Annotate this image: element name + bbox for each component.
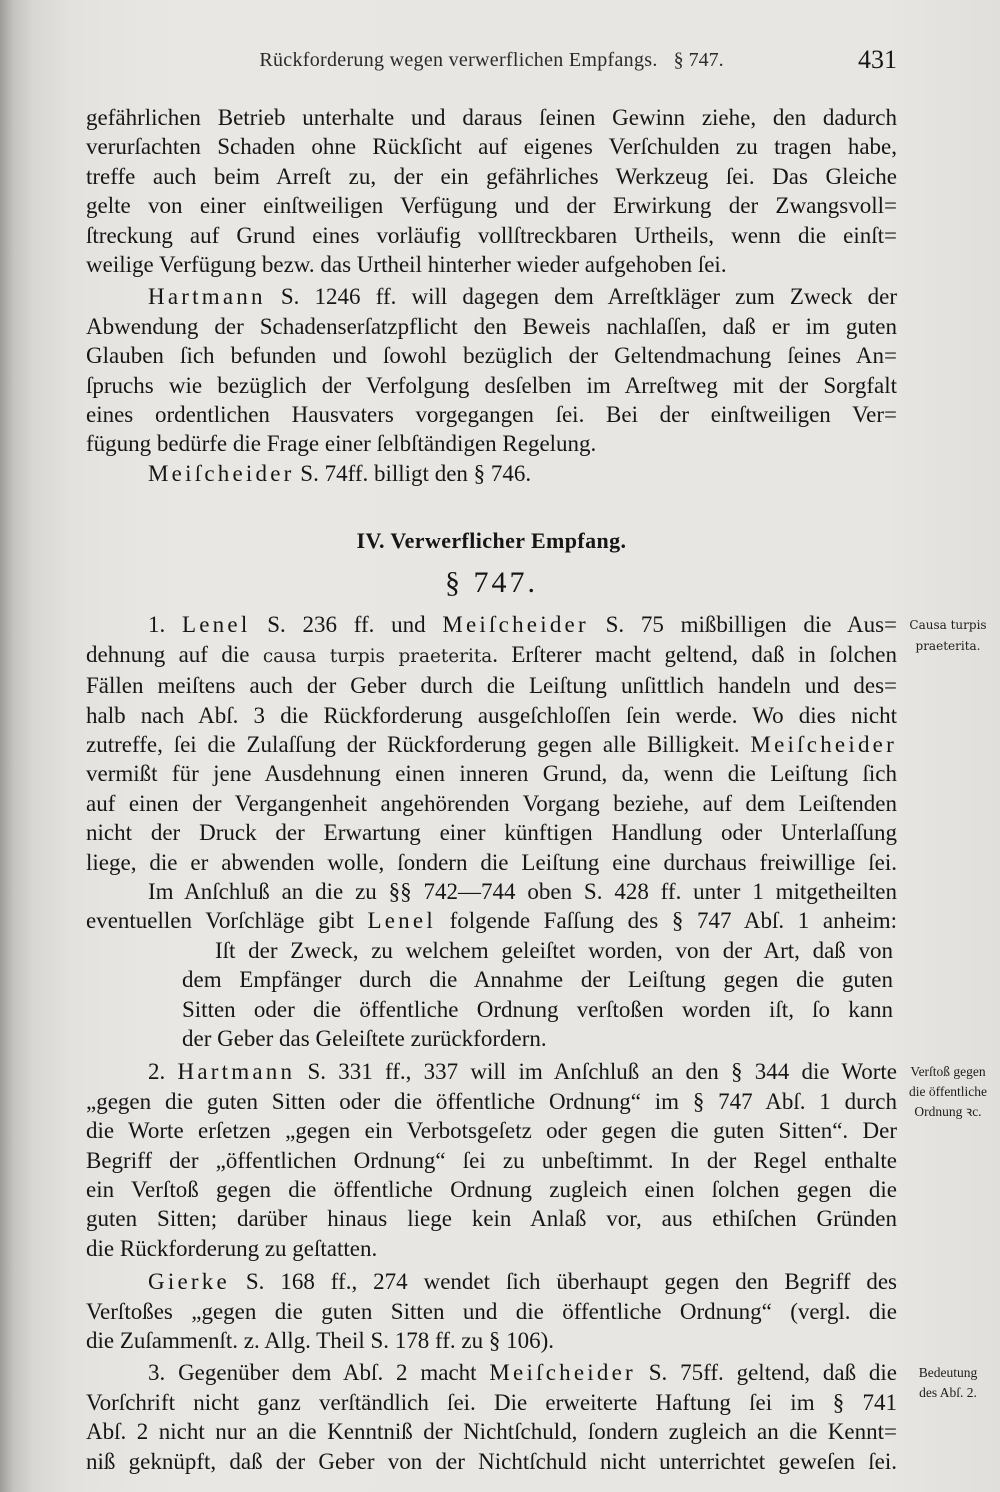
- section-heading: § 747.: [445, 566, 538, 600]
- block-quote: [182, 936, 893, 1054]
- margin-note: [901, 1062, 995, 1122]
- margin-note: [901, 615, 995, 657]
- author-name: Hartmann: [148, 284, 266, 310]
- text-line: die Rückforderung zu geſtatten.: [86, 1235, 378, 1261]
- margin-note-line: Bedeutung: [918, 1365, 978, 1381]
- paragraph-1: [86, 610, 987, 877]
- text-line: der Geber das Geleiſtete zurückfordern.: [182, 1025, 547, 1051]
- text-line: ſtreckung auf Grund eines vorläufig vollſtreckbaren Urtheils, wenn die einſt=: [86, 222, 897, 248]
- text-line: eines ordentlichen Hausvaters vorgegangen ſei. Bei der einſtweiligen Ver=: [86, 402, 897, 428]
- running-head: [86, 46, 897, 74]
- text-line: Abwendung der Schadenserſatzpflicht den Beweis nachlaſſen, daß er im guten: [86, 313, 897, 339]
- line-segment: S. 74ff. billigt den § 746.: [294, 460, 532, 486]
- text-line: die Worte erſetzen „gegen ein Verbotsgeſetz oder gegen die guten Sitten“. Der: [86, 1118, 897, 1144]
- margin-note-line: Causa turpis: [909, 618, 987, 633]
- text-line: Abſ. 2 nicht nur an die Kenntniß der Nichtſchuld, ſondern zugleich an die Kennt=: [86, 1419, 897, 1445]
- paragraph-continued: [86, 103, 897, 279]
- text-line: Verſtoßes „gegen die guten Sitten und die öffentliche Ordnung“ (vergl. die: [86, 1298, 897, 1324]
- margin-note: [901, 1363, 995, 1403]
- text-line: vermißt für jene Ausdehnung einen inneren Grund, da, wenn die Leiſtung ſich: [86, 761, 897, 787]
- margin-note-line: Verſtoß gegen: [910, 1064, 986, 1080]
- paragraph-meischeider: [86, 459, 897, 488]
- line-segment: S. 75ff. geltend, daß die: [635, 1360, 897, 1386]
- text-line: Fällen meiſtens auch der Geber durch die Leiſtung unſittlich handeln und des=: [86, 673, 897, 699]
- text-line: ein Verſtoß gegen die öffentliche Ordnung zugleich einen ſolchen gegen die: [86, 1177, 897, 1202]
- paragraph-lenel-proposal: [86, 877, 897, 936]
- text-line: treffe auch beim Arreſt zu, der ein gefährliches Werkzeug ſei. Das Gleiche: [86, 163, 897, 189]
- author-name: Gierke: [148, 1269, 230, 1295]
- text-line: niß geknüpft, daß der Geber von der Nichtſchuld nicht unterrichtet geweſen ſei.: [86, 1448, 897, 1474]
- division-heading: IV. Verwerflicher Empfang.: [356, 528, 627, 554]
- paragraph-2: [86, 1057, 988, 1263]
- margin-note-line: praeterita.: [915, 639, 981, 654]
- text-line: Vorſchrift nicht ganz verſtändlich ſei. Die erweiterte Haftung ſei im § 741: [86, 1389, 897, 1415]
- text-column: [86, 103, 988, 1476]
- line-segment: S. 331 ff., 337 will im Anſchluß an den § 344 die Worte: [295, 1059, 897, 1085]
- line-segment: 1.: [148, 612, 182, 638]
- author-name: Meiſcheider: [750, 731, 897, 757]
- line-segment: S. 1246 ff. will dagegen dem Arreſtkläger zum Zweck der: [265, 284, 897, 310]
- paragraph-gierke: [86, 1267, 897, 1355]
- text-line: liege, die er abwenden wolle, ſondern die Leiſtung eine durchaus freiwillige ſei.: [86, 849, 897, 875]
- text-line: halb nach Abſ. 3 die Rückforderung ausgeſchloſſen ſein werde. Wo dies nicht: [86, 702, 897, 728]
- text-line: „gegen die guten Sitten oder die öffentliche Ordnung“ im § 747 Abſ. 1 durch: [86, 1088, 897, 1114]
- text-line: [86, 906, 897, 935]
- text-line: fügung bedürfe die Frage einer ſelbſtändigen Regelung.: [86, 431, 597, 457]
- line-segment: 3. Gegenüber dem Abſ. 2 macht: [148, 1360, 490, 1386]
- author-name: Meiſcheider: [442, 612, 589, 638]
- line-segment: zutreffe, ſei die Zulaſſung der Rückforderung gegen alle Billigkeit.: [86, 731, 751, 757]
- line-segment: S. 236 ff. und: [250, 612, 443, 638]
- running-head-title: Rückforderung wegen verwerflichen Empfangs.: [259, 49, 658, 71]
- author-name: Lenel: [367, 908, 436, 934]
- text-line: [86, 610, 897, 639]
- page-number: 431: [858, 45, 897, 74]
- text-line: [86, 459, 897, 488]
- text-line: verurſachten Schaden ohne Rückſicht auf eigenes Verſchulden zu tragen habe,: [86, 134, 897, 160]
- margin-note-line: die öffentliche: [908, 1084, 988, 1100]
- line-segment: dehnung auf die: [86, 641, 263, 667]
- text-line: dem Empfänger durch die Annahme der Leiſtung gegen die guten: [182, 967, 893, 993]
- latin-term: causa turpis praeterita: [262, 645, 493, 667]
- text-line: [86, 1358, 897, 1387]
- author-name: Meiſcheider: [489, 1360, 636, 1386]
- paragraph-hartmann: [86, 282, 897, 458]
- author-name: Meiſcheider: [148, 460, 295, 486]
- text-line: weilige Verfügung bezw. das Urtheil hinterher wieder aufgehoben ſei.: [86, 252, 727, 278]
- line-segment: 2.: [148, 1059, 178, 1085]
- paragraph-3: [86, 1358, 978, 1476]
- text-line: Sitten oder die öffentliche Ordnung verſtoßen worden iſt, ſo kann: [182, 996, 893, 1022]
- text-line: [86, 640, 897, 671]
- text-line: auf einen der Vergangenheit angehörenden Vorgang beziehe, auf dem Leiſtenden: [86, 790, 897, 816]
- text-line: [86, 1267, 897, 1296]
- text-line: guten Sitten; darüber hinaus liege kein Anlaß vor, aus ethiſchen Gründen: [86, 1206, 897, 1232]
- text-line: [86, 730, 897, 759]
- line-segment: . Erſterer macht geltend, daß in ſolchen: [492, 641, 897, 667]
- text-line: die Zuſammenſt. z. Allg. Theil S. 178 ff. zu § 106).: [86, 1328, 555, 1354]
- text-line: Begriff der „öffentlichen Ordnung“ ſei zu unbeſtimmt. In der Regel enthalte: [86, 1147, 897, 1173]
- text-line: gelte von einer einſtweiligen Verfügung und der Erwirkung der Zwangsvoll=: [86, 193, 897, 219]
- line-segment: folgende Faſſung des § 747 Abſ. 1 anheim:: [435, 908, 897, 934]
- line-segment: S. 168 ff., 274 wendet ſich überhaupt gegen den Begriff des: [229, 1269, 897, 1295]
- line-segment: S. 75 mißbilligen die Aus=: [588, 612, 897, 638]
- text-line: gefährlichen Betrieb unterhalte und daraus ſeinen Gewinn ziehe, den dadurch: [86, 105, 897, 130]
- text-line: nicht der Druck der Erwartung einer künftigen Handlung oder Unterlaſſung: [86, 820, 897, 846]
- margin-note-line: Ordnung ꝛc.: [914, 1104, 982, 1120]
- text-line: [86, 1057, 897, 1086]
- author-name: Lenel: [181, 612, 251, 638]
- running-head-section: § 747.: [673, 49, 724, 71]
- author-name: Hartmann: [177, 1059, 296, 1085]
- text-line: ſpruchs wie bezüglich der Verfolgung desſelben im Arreſtweg mit der Sorgfalt: [86, 372, 897, 398]
- text-line: [86, 282, 897, 311]
- margin-note-line: des Abſ. 2.: [919, 1385, 977, 1401]
- line-segment: eventuellen Vorſchläge gibt: [86, 908, 368, 934]
- text-line: Im Anſchluß an die zu §§ 742—744 oben S. 428 ff. unter 1 mitgetheilten: [148, 878, 897, 904]
- text-line: Glauben ſich befunden und ſowohl bezüglich der Geltendmachung ſeines An=: [86, 343, 897, 369]
- text-line: Iſt der Zweck, zu welchem geleiſtet worden, von der Art, daß von: [215, 937, 893, 963]
